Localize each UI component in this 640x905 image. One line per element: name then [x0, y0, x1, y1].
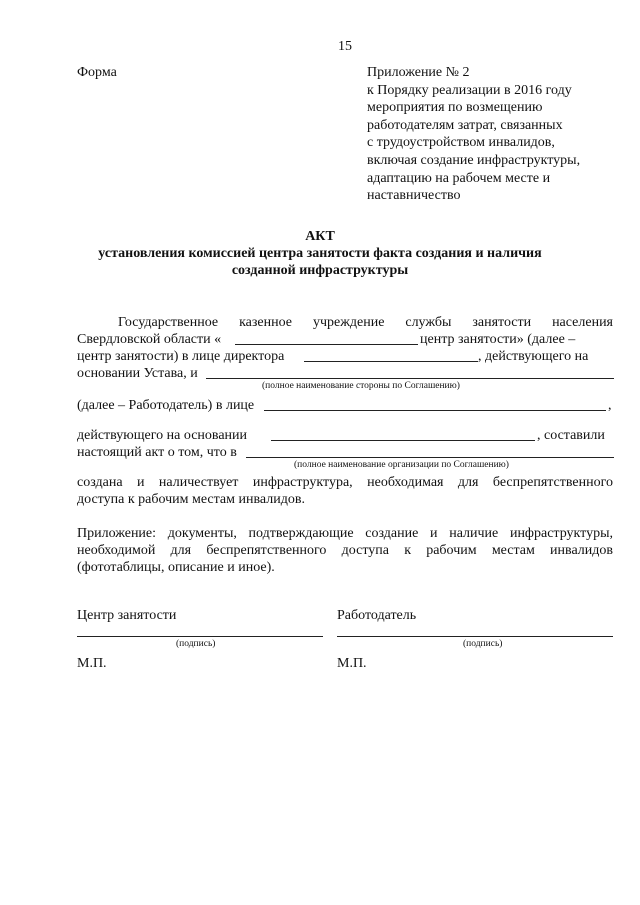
blank-line-basis [271, 440, 535, 441]
stamp-label: М.П. [337, 656, 367, 671]
body-line: основании Устава, и [77, 366, 198, 381]
signature-line-employment-center [77, 636, 323, 637]
body-line: , составили [537, 428, 605, 443]
appendix-line: к Порядку реализации в 2016 году [367, 82, 572, 98]
signature-caption: (подпись) [463, 639, 503, 649]
form-label: Форма [77, 65, 117, 80]
field-caption: (полное наименование стороны по Соглашению) [262, 381, 460, 391]
body-line: доступа к рабочим местам инвалидов. [77, 492, 305, 507]
body-line: , [608, 398, 612, 413]
body-line: центр занятости» (далее – [420, 332, 576, 347]
appendix-line: включая создание инфраструктуры, [367, 152, 581, 168]
document-subtitle-line2: созданной инфраструктуры [231, 263, 409, 278]
field-caption: (полное наименование организации по Соглашению) [294, 460, 509, 470]
signature-label-employment-center: Центр занятости [77, 608, 177, 623]
blank-line-director [304, 361, 478, 362]
appendix-line: работодателям затрат, связанных [367, 117, 563, 133]
attachment-line: (фототаблицы, описание и иное). [77, 560, 275, 575]
document-subtitle-line1: установления комиссией центра занятости факта создания и наличия [98, 246, 542, 261]
blank-line-center-name [235, 344, 418, 345]
body-line: , действующего на [478, 349, 589, 364]
body-line: настоящий акт о том, что в [77, 445, 237, 460]
attachment-line: Приложение: документы, подтверждающие создание и наличие инфраструктуры, [77, 526, 613, 541]
blank-line-employer-representative [264, 410, 606, 411]
body-line: Государственное казенное учреждение службы занятости населения [118, 315, 613, 330]
appendix-line: мероприятия по возмещению [367, 100, 543, 116]
appendix-block [367, 64, 580, 205]
body-line: создана и наличествует инфраструктура, необходимая для беспрепятственного [77, 475, 613, 490]
appendix-line: Приложение № 2 [367, 65, 470, 80]
appendix-line: адаптацию на рабочем месте и [367, 170, 551, 186]
signature-line-employer [337, 636, 613, 637]
blank-line-party-name [206, 378, 614, 379]
appendix-line: с трудоустройством инвалидов, [367, 135, 555, 151]
blank-line-organization [246, 457, 614, 458]
body-line: центр занятости) в лице директора [77, 349, 285, 364]
page-number: 15 [338, 39, 352, 54]
body-line: действующего на основании [77, 428, 248, 443]
signature-caption: (подпись) [176, 639, 216, 649]
appendix-line: наставничество [367, 188, 461, 204]
attachment-line: необходимой для беспрепятственного доступа к рабочим местам инвалидов [77, 543, 613, 558]
body-line: (далее – Работодатель) в лице [77, 398, 255, 413]
document-title: АКТ [305, 229, 335, 244]
stamp-label: М.П. [77, 656, 107, 671]
signature-label-employer: Работодатель [337, 608, 417, 623]
body-line: Свердловской области « [77, 332, 222, 347]
